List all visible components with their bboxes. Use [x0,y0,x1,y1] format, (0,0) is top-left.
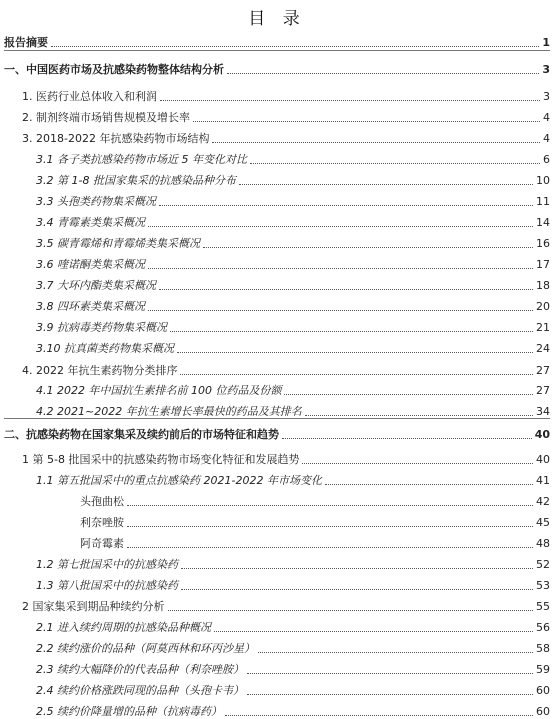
toc-entry-page-number: 1 [542,36,550,49]
toc-entry[interactable] [22,594,550,614]
toc-entry-page-number: 3 [542,63,550,76]
toc-entry-label: 1. 医药行业总体收入和利润 [22,90,157,103]
dot-leader [282,438,532,439]
toc-entry-label: 1.2 第七批国采中的抗感染药 [36,558,178,571]
toc-entry-label: 利奈唑胺 [80,516,124,529]
toc-entry-label: 2.2 续约涨价的品种（阿莫西林和环丙沙星） [36,642,255,655]
dot-leader [170,331,533,332]
dot-leader [250,163,540,164]
toc-entry[interactable] [36,252,550,272]
toc-entry-page-number: 20 [536,300,550,313]
toc-entry[interactable] [80,531,550,551]
toc-entry-page-number: 21 [536,321,550,334]
toc-entry-page-number: 60 [536,705,550,718]
dot-leader [325,484,533,485]
toc-entry-label: 4.1 2022 年中国抗生素排名前 100 位药品及份额 [36,384,282,397]
section-divider [4,418,550,419]
toc-entry[interactable] [4,422,550,442]
toc-entry[interactable] [36,378,550,398]
toc-entry[interactable] [36,210,550,230]
toc-entry-label: 阿奇霉素 [80,537,124,550]
toc-entry-page-number: 27 [536,384,550,397]
toc-entry-label: 3.5 碳青霉烯和青霉烯类集采概况 [36,237,200,250]
dot-leader [203,247,533,248]
toc-entry[interactable] [80,489,550,509]
dot-leader [127,526,533,527]
toc-entry-page-number: 56 [536,621,550,634]
toc-entry[interactable] [22,126,550,146]
toc-entry-page-number: 59 [536,663,550,676]
toc-entry-label: 2.4 续约价格涨跌同现的品种（头孢卡韦） [36,684,244,697]
toc-entry[interactable] [22,105,550,125]
toc-entry[interactable] [80,510,550,530]
toc-entry-label: 2 国家集采到期品种续约分析 [22,600,165,613]
dot-leader [148,226,533,227]
toc-entry-page-number: 3 [543,90,550,103]
toc-entry-label: 1.3 第八批国采中的抗感染药 [36,579,178,592]
toc-entry-label: 3.4 青霉素类集采概况 [36,216,145,229]
toc-entry-page-number: 27 [536,364,550,377]
toc-entry[interactable] [36,231,550,251]
toc-entry[interactable] [4,57,550,77]
dot-leader [168,610,534,611]
dot-leader [258,652,533,653]
toc-entry[interactable] [36,615,550,635]
toc-entry-page-number: 11 [536,195,550,208]
dot-leader [302,463,533,464]
toc-entry-label: 3. 2018-2022 年抗感染药物市场结构 [22,132,210,145]
dot-leader [148,268,533,269]
toc-entry-label: 4. 2022 年抗生素药物分类排序 [22,364,178,377]
toc-entry-label: 1 第 5-8 批国采中的抗感染药物市场变化特征和发展趋势 [22,453,300,466]
toc-entry-label: 3.10 抗真菌类药物集采概况 [36,342,174,355]
dot-leader [127,505,533,506]
toc-entry[interactable] [36,657,550,677]
dot-leader [193,121,540,122]
toc-entry[interactable] [36,468,550,488]
toc-entry-label: 4.2 2021~2022 年抗生素增长率最快的药品及其排名 [36,405,302,418]
toc-entry-page-number: 16 [536,237,550,250]
toc-entry-label: 2.3 续约大幅降价的代表品种（利奈唑胺） [36,663,244,676]
toc-entry-page-number: 40 [536,453,550,466]
dot-leader [305,415,533,416]
toc-entry-page-number: 53 [536,579,550,592]
toc-entry[interactable] [36,552,550,572]
toc-entry-label: 2.1 进入续约周期的抗感染品种概况 [36,621,211,634]
toc-entry-page-number: 41 [536,474,550,487]
dot-leader [247,673,533,674]
dot-leader [181,589,533,590]
toc-entry[interactable] [36,336,550,356]
toc-entry-page-number: 14 [536,216,550,229]
toc-entry-label: 3.7 大环内酯类集采概况 [36,279,156,292]
toc-entry[interactable] [22,84,550,104]
dot-leader [214,631,533,632]
dot-leader [227,73,539,74]
toc-entry-label: 头孢曲松 [80,495,124,508]
toc-entry-page-number: 60 [536,684,550,697]
toc-entry-page-number: 52 [536,558,550,571]
toc-entry[interactable] [36,315,550,335]
toc-entry-page-number: 4 [543,132,550,145]
toc-entry-label: 1.1 第五批国采中的重点抗感染药 2021-2022 年市场变化 [36,474,322,487]
toc-entry-label: 3.2 第 1-8 批国家集采的抗感染品种分布 [36,174,236,187]
toc-entry[interactable] [36,147,550,167]
toc-entry[interactable] [36,168,550,188]
toc-entry[interactable] [36,636,550,656]
toc-entry-label: 二、抗感染药物在国家集采及续约前后的市场特征和趋势 [4,428,279,441]
dot-leader [181,568,533,569]
dot-leader [225,715,533,716]
toc-entry-page-number: 17 [536,258,550,271]
dot-leader [148,310,533,311]
dot-leader [127,547,533,548]
dot-leader [160,100,540,101]
toc-entry-page-number: 42 [536,495,550,508]
toc-entry[interactable] [36,678,550,698]
toc-entry[interactable] [36,399,550,419]
toc-entry[interactable] [36,699,550,719]
dot-leader [177,352,533,353]
toc-entry[interactable] [36,573,550,593]
dot-leader [284,394,533,395]
toc-entry-page-number: 6 [543,153,550,166]
toc-entry-page-number: 40 [534,428,550,441]
toc-entry-label: 3.8 四环素类集采概况 [36,300,145,313]
dot-leader [51,46,539,47]
toc-entry[interactable] [22,447,550,467]
dot-leader [239,184,533,185]
toc-entry-page-number: 34 [536,405,550,418]
toc-entry-page-number: 48 [536,537,550,550]
toc-entry[interactable] [36,294,550,314]
dot-leader [159,289,533,290]
dot-leader [159,205,533,206]
toc-entry-label: 3.9 抗病毒类药物集采概况 [36,321,167,334]
section-divider [4,50,550,51]
toc-entry-page-number: 45 [536,516,550,529]
toc-entry[interactable] [36,273,550,293]
toc-entry-label: 3.3 头孢类药物集采概况 [36,195,156,208]
toc-entry-page-number: 24 [536,342,550,355]
dot-leader [180,374,533,375]
toc-entry-page-number: 58 [536,642,550,655]
dot-leader [247,694,533,695]
toc-entry[interactable] [22,358,550,378]
dot-leader [212,142,540,143]
toc-entry-label: 报告摘要 [4,36,48,49]
toc-entry[interactable] [4,30,550,50]
toc-entry-page-number: 10 [536,174,550,187]
toc-entry-label: 3.1 各子类抗感染药物市场近 5 年变化对比 [36,153,247,166]
toc-entry-page-number: 18 [536,279,550,292]
toc-entry-label: 一、中国医药市场及抗感染药物整体结构分析 [4,63,224,76]
toc-entry-page-number: 4 [543,111,550,124]
toc-entry-label: 2. 制剂终端市场销售规模及增长率 [22,111,190,124]
toc-entry[interactable] [36,189,550,209]
toc-entry-label: 3.6 喹诺酮类集采概况 [36,258,145,271]
toc-entry-page-number: 55 [536,600,550,613]
page-title: 目 录 [248,9,306,29]
toc-entry-label: 2.5 续约价降量增的品种（抗病毒药） [36,705,222,718]
